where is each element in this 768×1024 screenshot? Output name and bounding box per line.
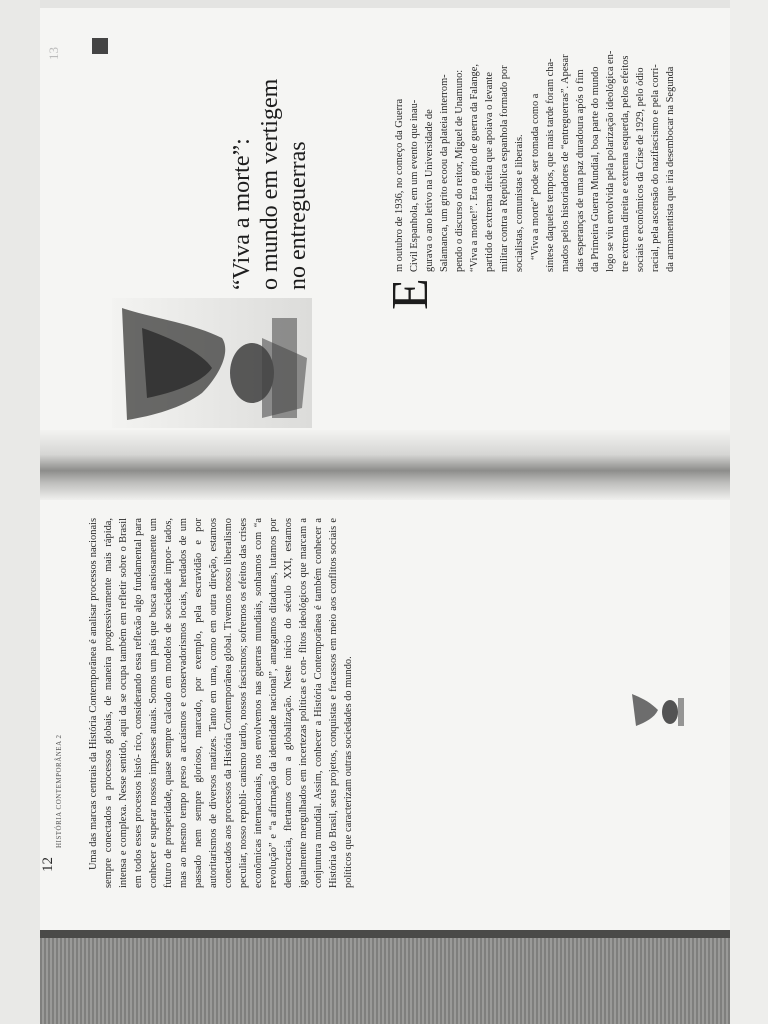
top-page-folio: 13 <box>46 47 61 60</box>
p2-line: síntese daqueles tempos, que mais tarde foram cha- <box>545 58 556 272</box>
scan-right-margin <box>730 0 768 1024</box>
chapter-title <box>228 79 312 290</box>
scan-top-edge <box>40 0 730 8</box>
chapter-title-line-2: o mundo em vertigem <box>257 78 283 290</box>
p1-line: partido de extrema direita que apoiava o levante <box>484 72 495 272</box>
p2-line: mados pelos historiadores de “entreguerras”. Apesar <box>560 54 571 272</box>
p2-line: das esperanças de uma paz duradoura após o fim <box>575 69 586 272</box>
page-number: 12 <box>40 857 56 872</box>
chapter-marker-square <box>92 38 108 54</box>
p1-line: m outubro de 1936, no começo da Guerra <box>394 98 405 272</box>
p2-line: tre extrema direita e extrema esquerda, pelos efeitos <box>620 55 631 272</box>
p2-line: da Primeira Guerra Mundial, boa parte do mundo <box>590 66 601 272</box>
p2-line: da armamentista que iria desembocar na Segunda <box>665 66 676 272</box>
p1-line: socialistas, comunistas e liberais. <box>514 134 525 272</box>
p1-line: militar contra a República espanhola formado por <box>499 65 510 272</box>
page-edge-line <box>40 930 730 938</box>
top-page-paragraph-1-lines <box>392 37 437 272</box>
p1-line: Civil Espanhola, em um evento que inau- <box>409 99 420 272</box>
chapter-title-line-1: “Viva a morte”: <box>229 138 255 290</box>
drop-cap: E <box>382 278 439 310</box>
p2-line: racial, pela ascensão do nazifascismo e pela corri- <box>650 64 661 272</box>
bottom-page-paragraph: Uma das marcas centrais da História Contemporânea é analisar processos nacionais sempre conectados a processos globais, de maneira progressivamente mais rápida, intensa e complexa. Nesse sentido, aqui da se ocupa também em refletir sobre o Brasil em todos esses processos histó- rico, considerando essa reflexão algo fundamental para conhecer e superar nossos impasses atuais. Somos um país que busca ansiosamente um futuro de prosperidade, quase sempre calcado em modelos de sociedade impor- tados, mas ao mesmo tempo preso a arcaísmos e conservadorismos locais, herdados de um passado nem sempre glorioso, marcado, por exemplo, pela escravidão e por autoritarismos de diversos matizes. Tanto em uma, como em outra direção, estamos conectados aos processos da História Contemporânea global. Tivemos nosso liberalismo peculiar, nosso republi- canismo tardio, nossos fascismos; sofremos os efeitos das crises econômicas internacionais, nos envolvemos nas guerras mundiais, sonhamos com “a revolução” e “a afirmação da identidade nacional”, amargamos ditaduras, lutamos por democracia, flertamos com a globalização. Neste início do século XXI, estamos igualmente mergulhados em incertezas políticas e con- flitos ideológicos que marcam a conjuntura mundial. Assim, conhecer a História Contemporânea é também conhecer a História do Brasil, seus projetos, conquistas e fracassos em meio aos conflitos sociais e políticos que caracterizam outras sociedades do mundo. <box>88 518 354 888</box>
scan-left-margin <box>0 0 40 1024</box>
top-page-paragraph-2 <box>528 37 678 272</box>
small-soldier-thumbnail <box>628 690 688 730</box>
p2-line: “Viva a morte” pode ser tomada como a <box>530 93 541 260</box>
soldiers-photo <box>112 298 312 428</box>
book-spine-shadow <box>40 430 730 500</box>
running-head: HISTÓRIA CONTEMPORÂNEA 2 <box>55 734 63 848</box>
p1-line: “Viva a morte!”. Era o grito de guerra da Falange, <box>469 64 480 272</box>
p1-line: pendo o discurso do reitor, Miguel de Unamuno: <box>454 69 465 272</box>
p2-line: logo se viu envolvida pela polarização ideológica en- <box>605 50 616 272</box>
top-page-paragraph-1-rest <box>437 37 527 272</box>
page-edge-stack <box>40 930 730 1024</box>
chapter-title-line-3: no entreguerras <box>285 141 311 290</box>
p1-line: gurava o ano letivo na Universidade de <box>424 109 435 272</box>
p1-line: Salamanca, um grito ecoou da plateia interrom- <box>439 74 450 272</box>
p2-line: sociais e econômicos da Crise de 1929, pelo ódio <box>635 67 646 272</box>
